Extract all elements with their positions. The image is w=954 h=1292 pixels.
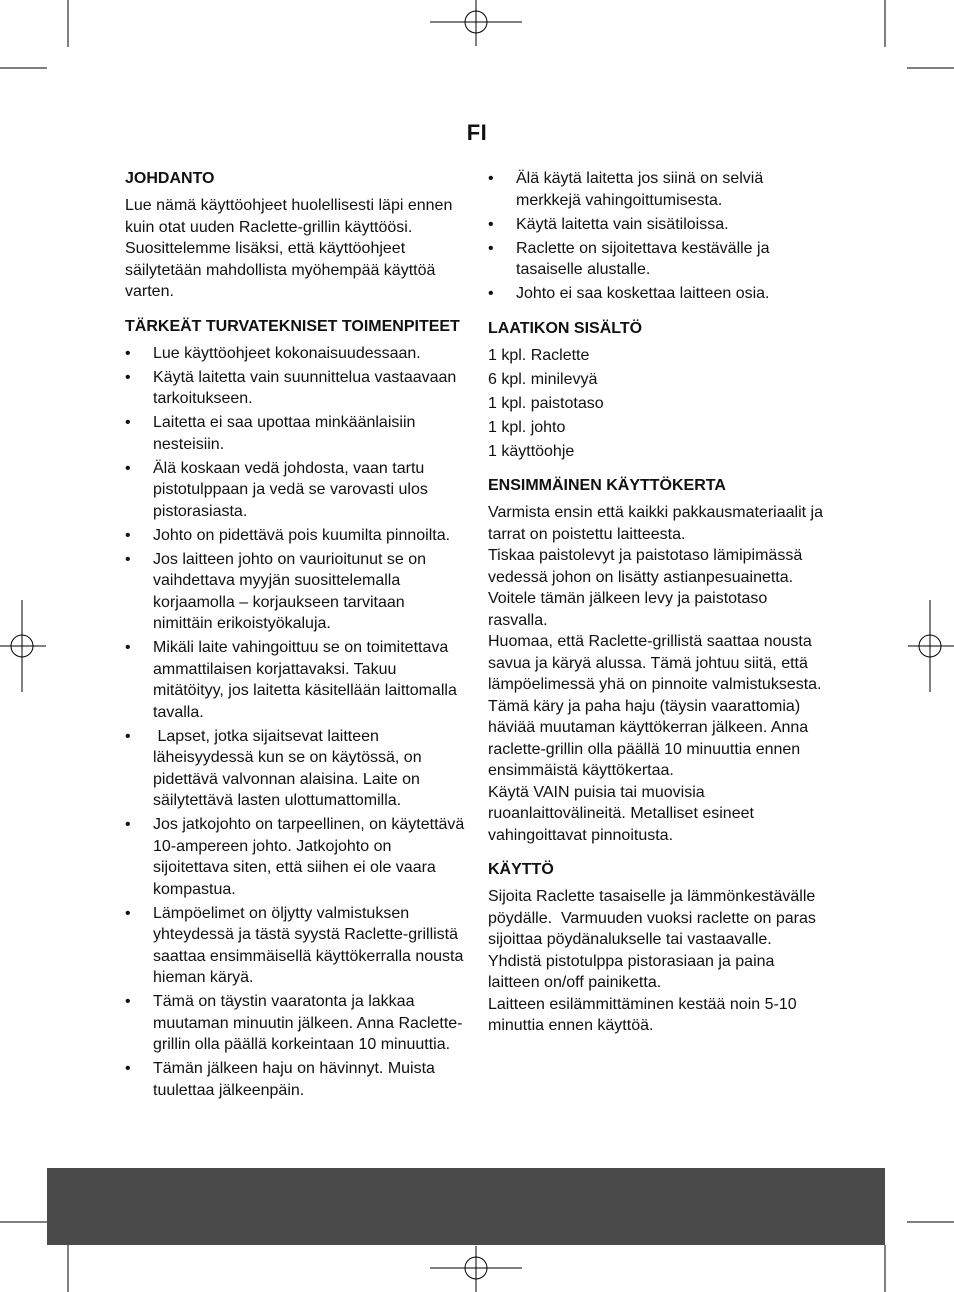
contents-list xyxy=(488,345,830,463)
registration-mark-bottom xyxy=(430,1246,522,1292)
list-item: • Laitetta ei saa upottaa minkäänlaisiin nesteisiin. xyxy=(125,412,465,455)
left-column xyxy=(125,168,465,1114)
list-item: 1 kpl. paistotaso xyxy=(488,394,604,412)
list-item: 6 kpl. minilevyä xyxy=(488,370,598,388)
list-item: • Johto ei saa koskettaa laitteen osia. xyxy=(488,283,830,305)
list-item: • Tämän jälkeen haju on hävinnyt. Muista tuulettaa jälkeenpäin. xyxy=(125,1058,465,1101)
list-item: 1 kpl. johto xyxy=(488,418,566,436)
first-use-paragraph: Varmista ensin että kaikki pakkausmateriaalit ja tarrat on poistettu laitteesta. xyxy=(488,504,823,543)
list-item: • Jos laitteen johto on vaurioitunut se on vaihdettava myyjän suosittelemalla korjaamolla – korjaukseen tarvitaan nimittäin erikoistyökaluja. xyxy=(125,549,465,635)
usage-heading: KÄYTTÖ xyxy=(488,861,554,878)
list-item: • Lue käyttöohjeet kokonaisuudessaan. xyxy=(125,343,465,365)
language-code: FI xyxy=(466,120,488,145)
safety-continued-section xyxy=(488,168,830,305)
intro-section xyxy=(125,168,465,303)
list-item: • Käytä laitetta vain suunnittelua vastaavaan tarkoitukseen. xyxy=(125,367,465,410)
first-use-heading: ENSIMMÄINEN KÄYTTÖKERTA xyxy=(488,477,726,494)
list-item: • Johto on pidettävä pois kuumilta pinnoilta. xyxy=(125,525,465,547)
list-item: 1 käyttöohje xyxy=(488,442,575,460)
list-item: • Raclette on sijoitettava kestävälle ja tasaiselle alustalle. xyxy=(488,238,830,281)
registration-mark-right xyxy=(908,600,954,692)
footer-bar xyxy=(47,1168,885,1245)
registration-mark-top xyxy=(430,0,522,46)
registration-mark-left xyxy=(0,600,46,692)
intro-heading: JOHDANTO xyxy=(125,170,215,187)
contents-section xyxy=(488,318,830,463)
list-item: • Lapset, jotka sijaitsevat laitteen läheisyydessä kun se on käytössä, on pidettävä valvonnan alaisina. Laite on säilytettävä lasten ulottumattomilla. xyxy=(125,726,465,812)
safety-heading: TÄRKEÄT TURVATEKNISET TOIMENPITEET xyxy=(125,317,460,335)
right-column xyxy=(488,168,830,1050)
safety-list-continued xyxy=(488,168,830,305)
list-item: • Älä käytä laitetta jos siinä on selviä merkkejä vahingoittumisesta. xyxy=(488,168,830,211)
intro-text: Lue nämä käyttöohjeet huolellisesti läpi ennen kuin otat uuden Raclette-grillin käyttöösi. Suosittelemme lisäksi, että käyttöohjeet säilytetään mahdollista myöhempää käyttöä varten. xyxy=(125,197,453,300)
safety-section xyxy=(125,316,465,1102)
safety-list xyxy=(125,343,465,1102)
usage-paragraph: Yhdistä pistotulppa pistorasiaan ja paina laitteen on/off painiketta. xyxy=(488,952,775,991)
first-use-paragraph: Käytä VAIN puisia tai muovisia ruoanlaittovälineitä. Metalliset esineet vahingoittavat pinnoitusta. xyxy=(488,783,754,844)
usage-section xyxy=(488,859,830,1037)
contents-heading: LAATIKON SISÄLTÖ xyxy=(488,319,643,337)
first-use-paragraph: Tiskaa paistolevyt ja paistotaso lämipimässä vedessä johon on lisätty astianpesuainetta. Voitele tämän jälkeen levy ja paistotaso rasvalla. xyxy=(488,547,803,629)
list-item: • Käytä laitetta vain sisätiloissa. xyxy=(488,214,830,236)
list-item: 1 kpl. Raclette xyxy=(488,346,590,364)
list-item: • Lämpöelimet on öljytty valmistuksen yhteydessä ja tästä syystä Raclette-grillistä saattaa ensimmäisellä käyttökerralla nousta hieman käryä. xyxy=(125,903,465,989)
list-item: • Mikäli laite vahingoittuu se on toimitettava ammattilaisen korjattavaksi. Takuu mitätöityy, jos laitetta käsitellään laittomalla tavalla. xyxy=(125,637,465,723)
list-item: • Älä koskaan vedä johdosta, vaan tartu pistotulppaan ja vedä se varovasti ulos pistorasiasta. xyxy=(125,458,465,523)
usage-paragraph: Laitteen esilämmittäminen kestää noin 5-10 minuttia ennen käyttöä. xyxy=(488,995,797,1034)
list-item: • Tämä on täystin vaaratonta ja lakkaa muutaman minuutin jälkeen. Anna Raclette-grillin olla päällä korkeintaan 10 minuuttia. xyxy=(125,991,465,1056)
usage-paragraph: Sijoita Raclette tasaiselle ja lämmönkestävälle pöydälle. Varmuuden vuoksi raclette on paras sijoittaa pöydänalukselle tai vastaavalle. xyxy=(488,888,821,948)
first-use-paragraph: Huomaa, että Raclette-grillistä saattaa nousta savua ja käryä alussa. Tämä johtuu siitä, että lämpöelimessä yhä on pinnoite valmistuksesta. Tämä käry ja paha haju (täysin vaarattomia) häviää muutaman käyttökerran jälkeen. Anna raclette-grillin olla päällä 10 minuuttia ennen ensimmäistä käyttökertaa. xyxy=(488,633,822,779)
list-item: • Jos jatkojohto on tarpeellinen, on käytettävä 10-ampereen johto. Jatkojohto on sijoitettava siten, että siihen ei ole vaara kompastua. xyxy=(125,814,465,900)
first-use-section xyxy=(488,475,830,846)
